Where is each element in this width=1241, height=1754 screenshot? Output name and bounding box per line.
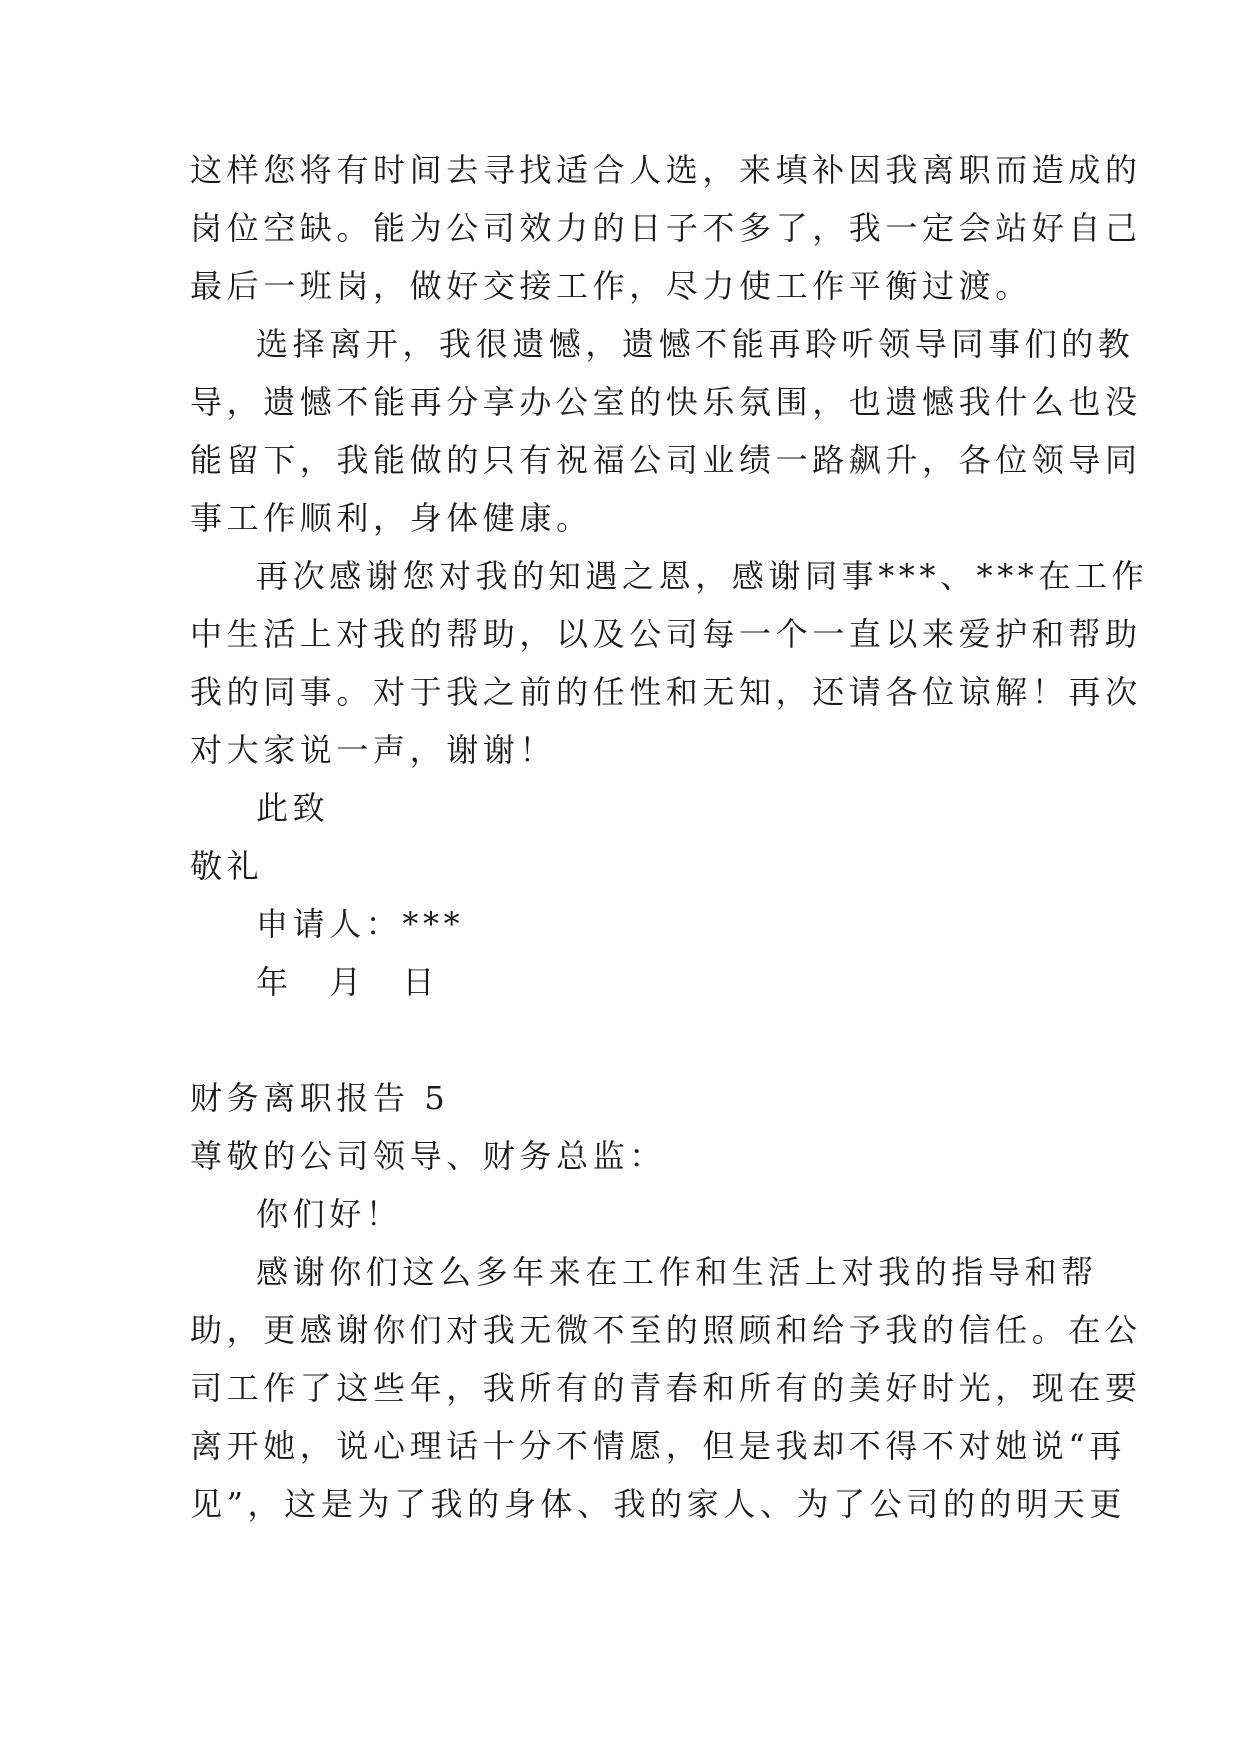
text-line: 选择离开，我很遗憾，遗憾不能再聆听领导同事们的教 bbox=[256, 325, 1135, 363]
text-line: 再次感谢您对我的知遇之恩，感谢同事***、***在工作 bbox=[256, 557, 1149, 595]
text-line: 我的同事。对于我之前的任性和无知，还请各位谅解！再次 bbox=[190, 673, 1142, 711]
text-line: 司工作了这些年，我所有的青春和所有的美好时光，现在要 bbox=[190, 1369, 1142, 1407]
text-line: 岗位空缺。能为公司效力的日子不多了，我一定会站好自己 bbox=[190, 209, 1142, 247]
salutation-text: 敬礼 bbox=[190, 847, 264, 885]
text-line: 见”，这是为了我的身体、我的家人、为了公司的的明天更 bbox=[190, 1485, 1126, 1523]
closing-text: 此致 bbox=[256, 789, 330, 827]
text-line: 最后一班岗，做好交接工作，尽力使工作平衡过渡。 bbox=[190, 267, 1032, 305]
text-line: 事工作顺利，身体健康。 bbox=[190, 499, 593, 537]
section-title: 财务离职报告 5 bbox=[190, 1079, 450, 1117]
applicant-signature: 申请人：*** bbox=[256, 905, 465, 943]
text-line: 感谢你们这么多年来在工作和生活上对我的指导和帮 bbox=[256, 1253, 1098, 1291]
text-line: 导，遗憾不能再分享办公室的快乐氛围，也遗憾我什么也没 bbox=[190, 383, 1142, 421]
date-line: 年 月 日 bbox=[256, 963, 440, 1001]
greeting-line: 你们好！ bbox=[256, 1195, 403, 1233]
text-line: 这样您将有时间去寻找适合人选，来填补因我离职而造成的 bbox=[190, 151, 1142, 189]
text-line: 能留下，我能做的只有祝福公司业绩一路飙升，各位领导同 bbox=[190, 441, 1142, 479]
addressee-line: 尊敬的公司领导、财务总监： bbox=[190, 1137, 666, 1175]
text-line: 助，更感谢你们对我无微不至的照顾和给予我的信任。在公 bbox=[190, 1311, 1142, 1349]
text-line: 中生活上对我的帮助，以及公司每一个一直以来爱护和帮助 bbox=[190, 615, 1142, 653]
text-line: 对大家说一声，谢谢！ bbox=[190, 731, 557, 769]
text-line: 离开她，说心理话十分不情愿，但是我却不得不对她说“再 bbox=[190, 1427, 1126, 1465]
